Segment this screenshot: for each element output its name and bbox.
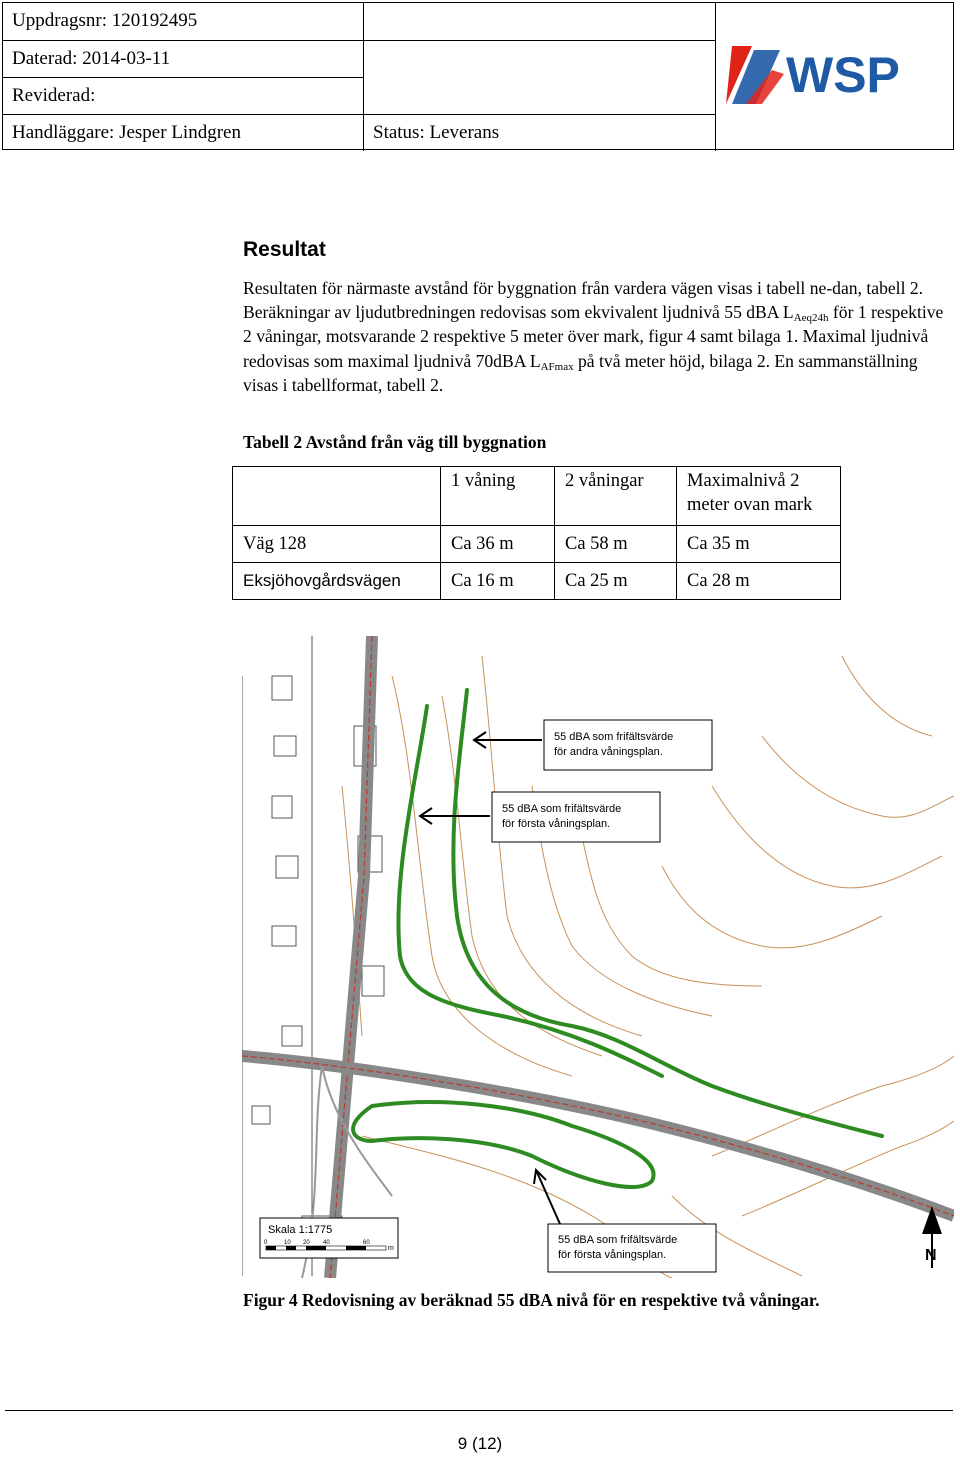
scale-segment [286, 1246, 296, 1250]
subscript: Aeq24h [793, 312, 829, 325]
header-reviderad: Reviderad: [12, 85, 96, 106]
divider [715, 3, 716, 151]
section-title: Resultat [243, 238, 326, 261]
header-handlaggare: Handläggare: Jesper Lindgren [12, 122, 241, 143]
table-header-row [233, 467, 841, 526]
header-uppdragsnr: Uppdragsnr: 120192495 [12, 10, 198, 31]
label-line: 55 dBA som frifältsvärde [554, 731, 674, 743]
table-cell: Ca 25 m [555, 563, 677, 600]
table-cell: Ca 36 m [441, 526, 555, 563]
scale-bar [260, 1218, 398, 1258]
logo-text: WSP [786, 47, 900, 103]
paragraph-text: på två meter höjd, bilaga 2. En sammanställning visas i tabellformat, tabell 2. [243, 350, 918, 395]
scale-tick: 20 [303, 1240, 310, 1246]
wsp-logo [722, 40, 922, 108]
paragraph-text: för 1 respektive 2 våningar, motsvarande 2 respektive 5 meter över mark, figur 4 samt bilaga 1. Maximal ljudnivå redovisas som maximal ljudnivå 70dBA L [243, 302, 944, 371]
scale-tick: 40 [323, 1240, 330, 1246]
divider [3, 77, 364, 78]
paragraph-text: Resultaten för närmaste avstånd för byggnation från vardera vägen visas i tabell ne-dan, tabell 2. Beräkningar av ljudutbredningen redovisas som ekvivalent ljudnivå 55 dBA L [243, 278, 924, 323]
divider [3, 114, 715, 115]
table-header-cell: 2 våningar [555, 467, 677, 526]
table-row [233, 526, 841, 563]
table-header-cell: 1 våning [441, 467, 555, 526]
scale-tick: 10 [284, 1240, 291, 1246]
table-row [233, 563, 841, 600]
table-cell: Ca 16 m [441, 563, 555, 600]
header-status: Status: Leverans [373, 122, 500, 143]
table-cell: Väg 128 [233, 526, 441, 563]
subscript: AFmax [540, 360, 574, 373]
table-cell: Ca 28 m [677, 563, 841, 600]
label-line: för första våningsplan. [558, 1249, 667, 1261]
scale-segment [266, 1246, 276, 1250]
table-cell: Ca 35 m [677, 526, 841, 563]
label-box [548, 1224, 716, 1272]
label-box [544, 720, 712, 770]
scale-title: Skala 1:1775 [268, 1224, 333, 1236]
table-header-cell [233, 467, 441, 526]
divider [3, 40, 715, 41]
scale-segment [346, 1246, 366, 1250]
table-caption: Tabell 2 Avstånd från väg till byggnation [243, 432, 547, 452]
table-cell: Ca 58 m [555, 526, 677, 563]
page-number: 9 (12) [457, 1434, 503, 1453]
table-header-cell: Maximalnivå 2 meter ovan mark [677, 467, 841, 526]
header-daterad: Daterad: 2014-03-11 [12, 48, 171, 69]
divider [363, 3, 364, 151]
label-line: 55 dBA som frifältsvärde [502, 803, 622, 815]
label-line: 55 dBA som frifältsvärde [558, 1234, 678, 1246]
figure-caption: Figur 4 Redovisning av beräknad 55 dBA nivå för en respektive två våningar. [243, 1290, 820, 1310]
noise-map [242, 636, 954, 1278]
scale-tick: 0 [264, 1240, 268, 1246]
distance-table [232, 466, 841, 600]
table-cell: Eksjöhovgårdsvägen [233, 563, 441, 600]
footer-divider [5, 1410, 953, 1411]
label-box [492, 792, 660, 842]
label-line: för andra våningsplan. [554, 746, 663, 758]
north-label: N [925, 1247, 937, 1264]
scale-unit: m [388, 1245, 394, 1252]
label-line: för första våningsplan. [502, 818, 611, 830]
section-paragraph [243, 276, 955, 397]
scale-tick: 60 [363, 1240, 370, 1246]
scale-segment [306, 1246, 326, 1250]
